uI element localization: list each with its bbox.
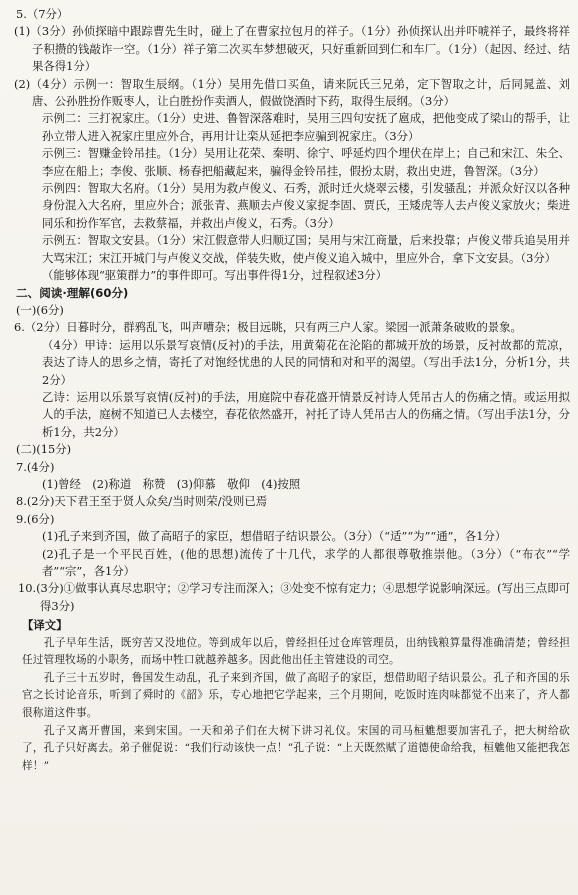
part-2-heading: (二)(15分)	[16, 442, 72, 457]
translation-title: 【译文】	[22, 618, 68, 633]
section-2-title: 二、阅读·理解(60分)	[16, 285, 129, 300]
answer-content	[10, 6, 570, 775]
q8-answer: 8.(2分)天下君王至于贤人众矣/当时则荣/没则已焉	[16, 494, 268, 509]
q5-answer-1: (1)（3分）孙侦探暗中跟踪曹先生时，碰上了在曹家拉包月的祥子。（1分）孙侦探认出并吓唬祥子，最终将祥子积攒的钱敲诈一空。（1分）祥子第二次买车梦想破灭，只好重新回到仁和车厂。（1分）（起因、经过、结果各得1分）	[14, 24, 570, 74]
q9-heading: 9.(6分)	[16, 511, 55, 526]
q7-heading: 7.(4分)	[16, 459, 55, 474]
q5-example-2: 示例二：三打祝家庄。（1分）史进、鲁智深落难时，吴用三四句安抚了扈成，把他变成了梁山的帮手，让孙立带人进入祝家庄里应外合，再用计让栾从延把李应骗到祝家庄。（3分）	[42, 111, 570, 143]
translation-paragraph-1: 孔子早年生活，既穷苦又没地位。等到成年以后，曾经担任过仓库管理员，出纳钱粮算量得准确清楚；曾经担任过管理牧场的小职务，而场中牲口就越养越多。因此他出任主管建设的司空。	[22, 636, 570, 667]
part-1-heading: (一)(6分)	[16, 302, 64, 317]
q6-answer-3: 乙诗：运用以乐景写哀情(反衬)的手法，用庭院中春花盛开情景反衬诗人凭吊古人的伤痛之情。或运用拟人的手法，庭树不知道已人去楼空，春花依然盛开，衬托了诗人凭吊古人的伤痛之情。（写出手法1分，分析1分，共2分）	[42, 389, 570, 439]
q5-example-5: 示例五：智取文安县。（1分）宋江假意带人归顺辽国；吴用与宋江商量，后来投靠；卢俊义带兵追吴用并大骂宋江；宋江开城门与卢俊义交战，佯装失败，使卢俊义追入城中，里应外合，拿下文安县。（3分）	[42, 233, 570, 265]
q10-answer: 10.(3分)①做事认真尽忠职守；②学习专注而深入；③处变不惊有定力；④思想学说影响深远。(写出三点即可得3分)	[18, 581, 570, 613]
q9-answer-2: (2)孔子是一个平民百姓，(他的思想)流传了十几代，求学的人都很尊敬推崇他。（3分）（“布衣”“学者”“宗”，各1分）	[42, 546, 570, 578]
q9-answer-1: (1)孔子来到齐国，做了高昭子的家臣，想借昭子结识景公。（3分）（“适”“为”“通”，各1分）	[42, 529, 507, 544]
q5-example-4: 示例四：智取大名府。（1分）吴用为救卢俊义、石秀，派时迁火烧翠云楼，引发骚乱；并派众好汉以各种身份混入大名府，里应外合；派张青、燕顺去卢俊义家捉李固、贾氏，王矮虎等人去卢俊义家放火；柴进同乐和扮作军官，去救蔡福，并救出卢俊义，石秀。（3分）	[42, 181, 570, 230]
q6-answer-1: 6.（2分）日暮时分，群鸦乱飞，叫声嘈杂；极目远眺，只有两三户人家。梁园一派萧条破败的景象。	[14, 320, 522, 335]
q5-heading: 5.（7分）	[16, 7, 69, 21]
q6-answer-2: （4分）甲诗：运用以乐景写哀情(反衬)的手法，用黄菊花在沦陷的都城开放的场景，反衬故都的荒凉，表达了诗人的思乡之情，寄托了对饱经忧患的人民的同情和对和平的渴望。（写出手法1分，分析1分，共2分）	[42, 337, 570, 387]
q5-answer-2: (2)（4分）示例一：智取生辰纲。（1分）吴用先借口买鱼，请来阮氏三兄弟，定下智取之计，后同晁盖、刘唐、公孙胜扮作贩枣人，让白胜扮作卖酒人，假做饶酒时下药，取得生辰纲。（3分）	[14, 76, 570, 109]
translation-paragraph-2: 孔子三十五岁时，鲁国发生动乱，孔子来到齐国，做了高昭子的家臣，想借助昭子结识景公。孔子和齐国的乐官之长讨论音乐，听到了舜时的《韶》乐，专心地把它学起来，三个月期间，吃饭时连肉味都觉不出来了，齐人都很称道这件事。	[22, 671, 570, 719]
translation-paragraph-3: 孔子又离开曹国，来到宋国。一天和弟子们在大树下讲习礼仪。宋国的司马桓魋想要加害孔子，把大树给砍了，孔子只好离去。弟子催促说：“我们行动该快一点！”孔子说：“上天既然赋了道德使命给我，桓魋他又能把我怎样！”	[22, 724, 570, 772]
q5-example-3: 示例三：智赚金铃吊挂。（1分）吴用让花荣、秦明、徐宁、呼延灼四个埋伏在岸上；自己和宋江、朱仝、李应在船上；李俊、张顺、杨春把船藏起来，骗得金铃吊挂，假扮太尉，救出史进，鲁智深。（3分）	[42, 146, 570, 178]
q7-answer: (1)曾经 (2)称道 称赞 (3)仰慕 敬仰 (4)按照	[42, 476, 301, 491]
q5-scoring-note: （能够体现“驱策群力”的事件即可。写出事件得1分，过程叙述3分）	[42, 268, 388, 283]
